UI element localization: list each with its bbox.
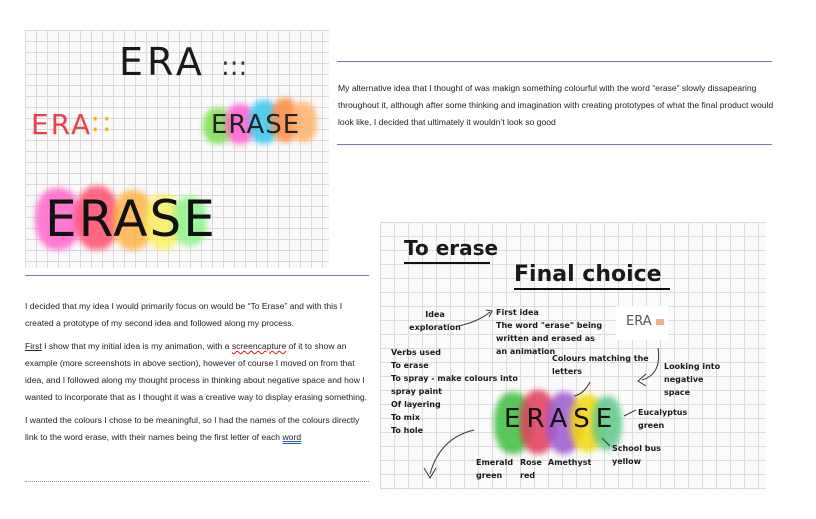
verb-item: Of layering <box>391 400 441 409</box>
p2-text-b: of it to show an example (more screenshots in above section), however of course I moved on from that idea, and I followed along my thought process in thinking about negative space and how I wanted to incorporate that as I thought it was a creative way to display erasing something. <box>25 341 368 402</box>
sketch-word-top: ERA <box>119 40 206 84</box>
label-emerald: Emerald green <box>476 458 514 480</box>
sketch-word-outline: ERA∷ <box>31 108 112 141</box>
erase-letters: ERASE <box>504 404 619 434</box>
first-idea-desc: The word "erase" being written and erased as an animation <box>496 321 603 356</box>
p2-text-a: I show that my initial idea is my animation, with a <box>41 341 232 351</box>
word-first: First <box>25 341 42 351</box>
label-school-bus: School bus yellow <box>612 444 661 466</box>
verb-item: To spray - make colours into spray paint <box>391 374 518 396</box>
arrows <box>380 222 766 490</box>
divider-bottom-dotted <box>25 481 369 482</box>
first-idea-label: First idea <box>496 308 539 317</box>
verb-item: To mix <box>391 413 420 422</box>
word-screencapture: screencapture <box>231 341 287 351</box>
sketch-dots: ::: <box>221 52 248 82</box>
sketch-word-big: ERASE <box>45 190 217 248</box>
divider-mid-right <box>337 144 772 145</box>
divider-top <box>337 61 772 62</box>
verb-item: To hole <box>391 426 424 435</box>
sketch-word-blobs: ERASE <box>211 110 301 140</box>
verbs-heading: Verbs used <box>391 348 442 357</box>
label-amethyst: Amethyst <box>548 458 592 467</box>
word-word: word <box>282 432 302 442</box>
era-thumb-text: ERA <box>626 314 652 329</box>
verb-item: To erase <box>391 361 429 370</box>
colours-matching: Colours matching the letters <box>552 354 649 376</box>
paragraph-3 <box>25 412 373 446</box>
paragraph-2 <box>25 338 373 406</box>
negative-space: Looking into negative space <box>664 362 721 397</box>
title-final-choice: Final choice <box>514 262 662 287</box>
divider-left <box>25 275 369 276</box>
label-rose: Rose red <box>520 458 542 480</box>
alt-idea-paragraph: My alternative idea that I thought of was makign something colourful with the word “erase” slowly dissapearing throughout it, although after some thinking and imagination with creating prototypes of what the final product would look like, I decided that ultimately it wouldn’t look so good <box>338 83 774 127</box>
idea-exploration: Idea exploration <box>409 310 461 332</box>
label-eucalyptus: Eucalyptus green <box>638 408 688 430</box>
title-to-erase: To erase <box>404 236 499 260</box>
final-choice-panel <box>380 222 766 490</box>
p3-text: I wanted the colours I chose to be meaningful, so I had the names of the colours directly link to the word erase, with their names being the first letter of each <box>25 415 360 442</box>
sketch-panel <box>25 30 329 268</box>
paragraph-1: I decided that my idea I would primarily focus on would be “To Erase” and with this I created a prototype of my second idea and followed along my process. <box>25 301 343 328</box>
left-text-block <box>25 298 373 452</box>
